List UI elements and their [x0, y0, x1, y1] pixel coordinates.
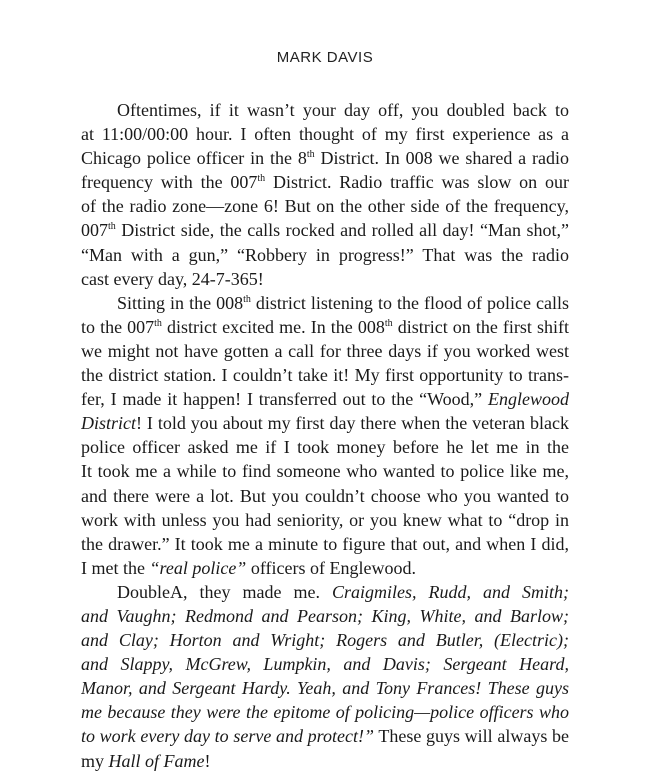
italic-text: to work every day to serve and protect!” — [81, 726, 374, 747]
text-line: Oftentimes, if it wasn’t your day off, you doubled back to — [117, 100, 569, 120]
ordinal-suffix: th — [384, 317, 393, 329]
page-body — [81, 98, 569, 773]
paragraph-2 — [81, 291, 569, 580]
text-line: to the 007th district excited me. In the 008th district on the first shift — [81, 316, 569, 337]
ordinal-suffix: th — [108, 221, 116, 233]
text-line: DoubleA, they made me. Craigmiles, Rudd, and Smith; — [81, 580, 569, 604]
text-line: frequency with the 007th District. Radio traffic was slow on our — [81, 172, 569, 193]
text-line: work with unless you had seniority, or you knew what to “drop in — [81, 509, 569, 530]
italic-text: Hall of Fame — [108, 750, 205, 771]
text-line: the district station. I couldn’t take it! My first opportunity to trans- — [81, 365, 569, 386]
italic-text: Manor, and Sergeant Hardy. Yeah, and Tony Frances! These guys — [81, 678, 569, 699]
running-header: MARK DAVIS — [276, 49, 374, 66]
italic-text: and Slappy, McGrew, Lumpkin, and Davis; Sergeant Heard, — [81, 654, 569, 675]
ordinal-suffix: th — [257, 173, 266, 185]
text-line: District! I told you about my first day there when the veteran black — [81, 413, 569, 434]
text-line: the drawer.” It took me a minute to figure that out, and when I did, — [81, 533, 569, 554]
paragraph-1 — [81, 98, 569, 291]
italic-text: “real police” — [149, 557, 247, 578]
text-line: I met the “real police” officers of Englewood. — [81, 557, 416, 578]
ordinal-suffix: th — [243, 293, 251, 305]
text-line: my Hall of Fame! — [81, 750, 211, 771]
ordinal-suffix: th — [306, 149, 315, 161]
text-line: It took me a while to find someone who wanted to police like me, — [81, 461, 569, 482]
text-line: of the radio zone—zone 6! But on the other side of the frequency, — [81, 196, 569, 217]
text-line: fer, I made it happen! I transferred out to the “Wood,” Englewood — [81, 389, 569, 410]
text-line: and there were a lot. But you couldn’t choose who you wanted to — [81, 485, 569, 506]
text-line: cast every day, 24-7-365! — [81, 268, 264, 289]
italic-text: me because they were the epitome of policing—police officers who — [81, 702, 569, 723]
text-line — [81, 628, 569, 652]
italic-text: Englewood — [488, 389, 569, 410]
text-line: police officer asked me if I took money before he let me in the — [81, 437, 569, 458]
italic-text: District — [81, 413, 137, 434]
text-line — [81, 652, 569, 676]
text-line — [81, 700, 569, 724]
ordinal-suffix: th — [154, 317, 162, 329]
italic-text: Craigmiles, Rudd, and Smith; — [331, 581, 569, 602]
text-line: at 11:00/00:00 hour. I often thought of my first experience as a — [81, 124, 569, 145]
text-line — [81, 676, 569, 700]
paragraph-3 — [81, 580, 569, 773]
text-line: we might not have gotten a call for three days if you worked west — [81, 340, 569, 361]
text-line: to work every day to serve and protect!” These guys will always be — [81, 726, 569, 747]
text-line: 007th District side, the calls rocked and rolled all day! “Man shot,” — [81, 220, 569, 241]
text-line: “Man with a gun,” “Robbery in progress!” That was the radio — [81, 244, 569, 265]
text-line — [81, 604, 569, 628]
italic-text: and Clay; Horton and Wright; Rogers and Butler, (Electric); — [81, 630, 569, 651]
text-line: Chicago police officer in the 8th District. In 008 we shared a radio — [81, 148, 569, 169]
text-line: Sitting in the 008th district listening to the flood of police calls — [117, 292, 569, 313]
italic-text: and Vaughn; Redmond and Pearson; King, White, and Barlow; — [81, 605, 569, 626]
